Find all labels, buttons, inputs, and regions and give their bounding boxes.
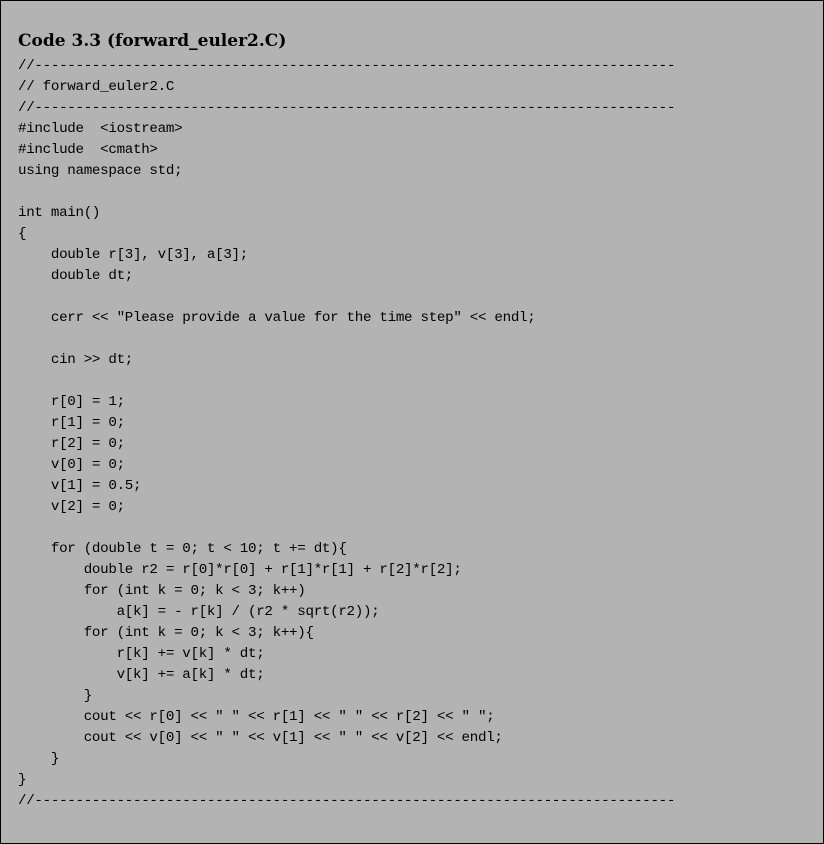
code-line: v[2] = 0; bbox=[18, 499, 125, 515]
code-line: #include <iostream> bbox=[18, 121, 183, 137]
code-line: v[1] = 0.5; bbox=[18, 478, 142, 494]
code-line: } bbox=[18, 751, 60, 767]
code-line: //------------------------------------------------------------------------------ bbox=[18, 100, 676, 116]
code-line: cout << r[0] << " " << r[1] << " " << r[2] << " "; bbox=[18, 709, 495, 725]
code-line: r[1] = 0; bbox=[18, 415, 125, 431]
code-line: { bbox=[18, 226, 27, 242]
code-line: for (int k = 0; k < 3; k++) bbox=[18, 583, 306, 599]
code-line: for (double t = 0; t < 10; t += dt){ bbox=[18, 541, 347, 557]
code-listing-body bbox=[18, 56, 675, 812]
code-line: a[k] = - r[k] / (r2 * sqrt(r2)); bbox=[18, 604, 380, 620]
code-listing-title: Code 3.3 (forward_euler2.C) bbox=[18, 31, 287, 51]
code-line bbox=[18, 518, 675, 539]
code-line: v[k] += a[k] * dt; bbox=[18, 667, 265, 683]
code-line bbox=[18, 371, 675, 392]
code-line bbox=[18, 329, 675, 350]
code-line: } bbox=[18, 772, 27, 788]
code-line: //------------------------------------------------------------------------------ bbox=[18, 793, 676, 809]
code-line: for (int k = 0; k < 3; k++){ bbox=[18, 625, 314, 641]
code-line: r[0] = 1; bbox=[18, 394, 125, 410]
code-line: r[2] = 0; bbox=[18, 436, 125, 452]
code-line: //------------------------------------------------------------------------------ bbox=[18, 58, 676, 74]
code-line: v[0] = 0; bbox=[18, 457, 125, 473]
code-line: int main() bbox=[18, 205, 101, 221]
code-line: // forward_euler2.C bbox=[18, 79, 175, 95]
code-line: } bbox=[18, 688, 92, 704]
code-line: double r2 = r[0]*r[0] + r[1]*r[1] + r[2]*r[2]; bbox=[18, 562, 462, 578]
code-line: double r[3], v[3], a[3]; bbox=[18, 247, 248, 263]
code-line: double dt; bbox=[18, 268, 133, 284]
code-line bbox=[18, 182, 675, 203]
code-line: cout << v[0] << " " << v[1] << " " << v[2] << endl; bbox=[18, 730, 503, 746]
code-line bbox=[18, 287, 675, 308]
code-line: cerr << "Please provide a value for the time step" << endl; bbox=[18, 310, 536, 326]
code-line: r[k] += v[k] * dt; bbox=[18, 646, 265, 662]
code-line: using namespace std; bbox=[18, 163, 183, 179]
code-line: #include <cmath> bbox=[18, 142, 158, 158]
code-line: cin >> dt; bbox=[18, 352, 133, 368]
